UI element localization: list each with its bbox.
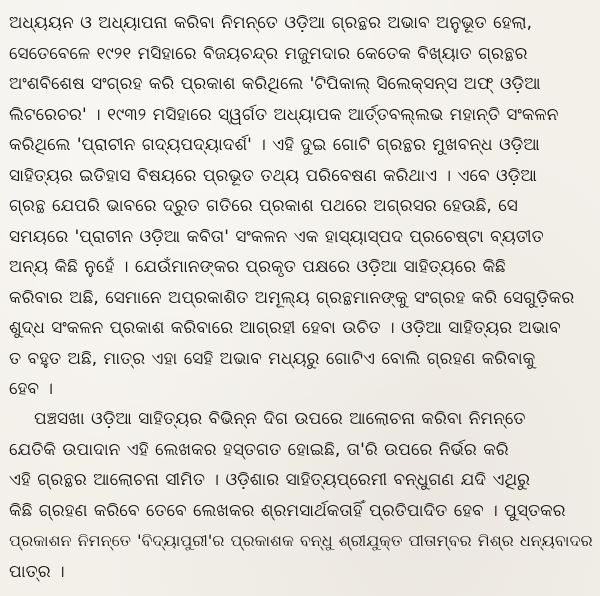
text-line: ଶୁଦ୍ଧ ସଂକଳନ ପ୍ରକାଶ କରିବାରେ ଆଗ୍ରହୀ ହେବା ଉଚିତ । ଓଡ଼ିଆ ସାହିତ୍ୟର ଅଭାବ: [9, 318, 561, 338]
text-line: ଅଂଶବିଶେଷ ସଂଗ୍ରହ କରି ପ୍ରକାଶ କରିଥିଲେ 'ଟିପିକାଲ୍ ସିଲେକ୍ସନ୍ସ ଅଫ୍ ଓଡ଼ିଆ: [9, 74, 541, 94]
text-line: ସମୟରେ 'ପ୍ରାଚୀନ ଓଡ଼ିଆ କବିତା' ସଂକଳନ ଏକ ହାସ୍ୟାସ୍ପଦ ପ୍ରଚେଷ୍ଟା ବ୍ୟତୀତ: [9, 226, 544, 247]
text-line: କିଛି ଗ୍ରହଣ କରିବେ ତେବେ ଲେଖକର ଶ୍ରମସାର୍ଥକତାହିଁ ପ୍ରତିପାଦିତ ହେବ । ପୁସ୍ତକର: [9, 500, 566, 521]
text-line: ଯେତିକି ଉପାଦାନ ଏହି ଲେଖକର ହସ୍ତଗତ ହୋଇଛି, ତା'ରି ଉପରେ ନିର୍ଭର କରି: [9, 439, 509, 460]
paragraph-1: [9, 8, 593, 405]
text-line: ଅଧ୍ୟୟନ ଓ ଅଧ୍ୟାପନା କରିବା ନିମନ୍ତେ ଓଡ଼ିଆ ଗ୍ରନ୍ଥର ଅଭାବ ଅନୁଭୂତ ହେଲା,: [9, 13, 533, 33]
text-line: ହେବ ।: [9, 379, 54, 399]
text-line: ସାହିତ୍ୟର ଇତିହାସ ବିଷୟରେ ପ୍ରଭୂତ ତଥ୍ୟ ପରିବେଷଣ କରିଥାଏ । ଏବେ ଓଡ଼ିଆ: [9, 165, 537, 186]
text-line: ଏହି ଗ୍ରନ୍ଥର ଆଲୋଚନା ସୀମିତ । ଓଡ଼ିଶାର ସାହିତ୍ୟପ୍ରେମୀ ବନ୍ଧୁଗଣ ଯଦି ଏଥିରୁ: [9, 470, 531, 490]
text-line: ପଞ୍ଚସଖା ଓଡ଼ିଆ ସାହିତ୍ୟର ବିଭିନ୍ନ ଦିଗ ଉପରେ ଆଲୋଚନା କରିବା ନିମନ୍ତେ: [34, 409, 526, 429]
paragraph-2: [9, 404, 593, 587]
text-line: ଗ୍ରନ୍ଥ ଯେପରି ଭାବରେ ଦ୍ରୁତ ଗତିରେ ପ୍ରକାଶ ପଥରେ ଅଗ୍ରସର ହେଉଛି, ସେ: [9, 196, 518, 216]
text-line: କରିଥିଲେ 'ପ୍ରାଚୀନ ଗଦ୍ୟପଦ୍ୟାଦର୍ଶ' । ଏହି ଦୁଇ ଗୋଟି ଗ୍ରନ୍ଥର ମୁଖବନ୍ଧ ଓଡ଼ିଆ: [9, 135, 540, 155]
text-line: ଅନ୍ୟ କିଛି ନୁହେଁ । ଯେଉଁମାନଙ୍କର ପ୍ରକୃତ ପକ୍ଷରେ ଓଡ଼ିଆ ସାହିତ୍ୟରେ କିଛି: [9, 257, 506, 277]
text-line: ପାତ୍ର ।: [9, 561, 65, 582]
text-line: ଲିଟରେଚର' । ୧୯୩୨ ମସିହାରେ ସ୍ୱର୍ଗତ ଅଧ୍ୟାପକ ଆର୍ତ୍ତବଲ୍ଲଭ ମହାନ୍ତି ସଂକଳନ: [9, 104, 559, 125]
text-line: ସେତେବେଳେ ୧୯୨୧ ମସିହାରେ ବିଜୟଚନ୍ଦ୍ର ମଜୁମଦାର କେତେକ ବିଖ୍ୟାତ ଗ୍ରନ୍ଥର: [9, 43, 528, 64]
text-line: କରିବାର ଅଛି, ସେମାନେ ଅପ୍ରକାଶିତ ଅମୂଲ୍ୟ ଗ୍ରନ୍ଥମାନଙ୍କୁ ସଂଗ୍ରହ କରି ସେଗୁଡ଼ିକର: [9, 287, 575, 308]
text-line: ତ ବହୁତ ଅଛି, ମାତ୍ର ଏହା ସେହି ଅଭାବ ମଧ୍ୟରୁ ଗୋଟିଏ ବୋଲି ଗ୍ରହଣ କରିବାକୁ: [9, 348, 536, 369]
text-line: ପ୍ରକାଶନ ନିମନ୍ତେ 'ବିଦ୍ୟାପୁରୀ'ର ପ୍ରକାଶକ ବନ୍ଧୁ ଶ୍ରୀଯୁକ୍ତ ପୀତାମ୍ବର ମିଶ୍ର ଧନ୍ୟବାଦର: [9, 531, 593, 550]
